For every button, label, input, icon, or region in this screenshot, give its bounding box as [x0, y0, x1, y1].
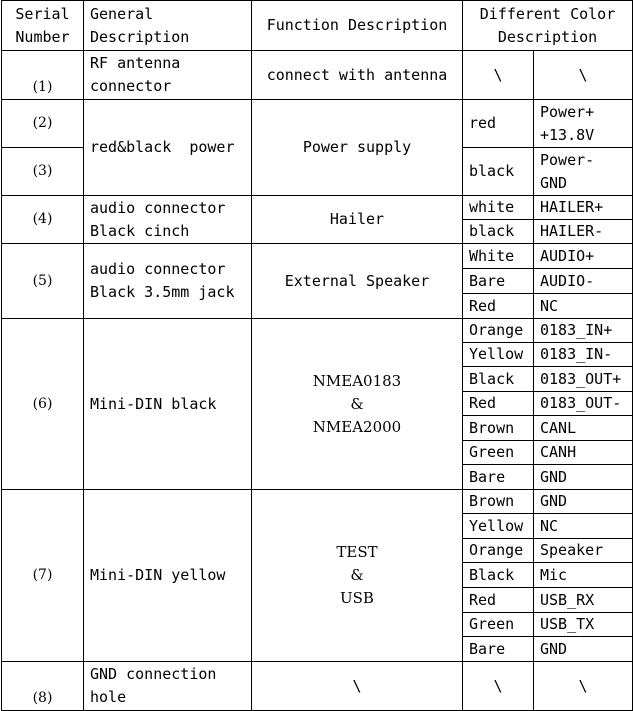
desc-cell: GND — [534, 637, 633, 662]
desc-cell: NC — [534, 514, 633, 539]
table-row — [2, 51, 633, 100]
desc-cell: CANL — [534, 416, 633, 441]
header-function: Function Description — [252, 1, 463, 51]
serial-cell: (5) — [2, 244, 84, 319]
color-cell: Bare — [463, 465, 534, 490]
function-line: & — [350, 566, 364, 584]
serial-cell: (7) — [2, 490, 84, 662]
color-cell: Yellow — [463, 343, 534, 367]
desc-cell: HAILER- — [534, 220, 633, 244]
color-cell: Green — [463, 441, 534, 465]
general-cell: audio connector Black 3.5mm jack — [84, 244, 252, 319]
desc-cell: Mic — [534, 563, 633, 588]
color-cell: \ — [463, 662, 534, 711]
color-cell: \ — [463, 51, 534, 100]
table-row — [2, 100, 633, 148]
general-cell: Mini-DIN yellow — [84, 490, 252, 662]
general-cell: RF antenna connector — [84, 51, 252, 100]
serial-cell: (8) — [2, 662, 84, 711]
color-cell: Red — [463, 294, 534, 319]
function-cell: External Speaker — [252, 244, 463, 319]
general-cell: Mini-DIN black — [84, 319, 252, 490]
desc-cell: 0183_IN- — [534, 343, 633, 367]
serial-cell: (3) — [2, 148, 84, 196]
desc-cell: HAILER+ — [534, 196, 633, 220]
color-cell: Red — [463, 392, 534, 416]
desc-cell: GND — [534, 490, 633, 514]
desc-cell: AUDIO- — [534, 269, 633, 294]
color-cell: White — [463, 244, 534, 269]
general-cell: GND connection hole — [84, 662, 252, 711]
serial-cell: (1) — [2, 51, 84, 100]
general-cell: red&black power — [84, 100, 252, 196]
desc-cell: \ — [534, 51, 633, 100]
desc-cell: \ — [534, 662, 633, 711]
color-cell: Bare — [463, 269, 534, 294]
connector-spec-table — [1, 0, 633, 711]
desc-cell: 0183_OUT- — [534, 392, 633, 416]
color-cell: white — [463, 196, 534, 220]
color-cell: Yellow — [463, 514, 534, 539]
color-cell: red — [463, 100, 534, 148]
serial-cell: (6) — [2, 319, 84, 490]
header-color: Different Color Description — [463, 1, 633, 51]
serial-cell: (4) — [2, 196, 84, 244]
color-cell: Black — [463, 563, 534, 588]
table-row — [2, 244, 633, 269]
general-cell: audio connector Black cinch — [84, 196, 252, 244]
header-serial: Serial Number — [2, 1, 84, 51]
function-cell: connect with antenna — [252, 51, 463, 100]
color-cell: Red — [463, 588, 534, 613]
table-row — [2, 319, 633, 343]
function-line: USB — [340, 589, 374, 607]
header-row — [2, 1, 633, 51]
color-cell: Orange — [463, 539, 534, 563]
desc-cell: USB_RX — [534, 588, 633, 613]
color-cell: Bare — [463, 637, 534, 662]
function-cell: Hailer — [252, 196, 463, 244]
desc-cell: Power- GND — [534, 148, 633, 196]
desc-cell: GND — [534, 465, 633, 490]
function-line: NMEA2000 — [312, 417, 402, 436]
color-cell: Orange — [463, 319, 534, 343]
table-row — [2, 196, 633, 220]
desc-cell: 0183_IN+ — [534, 319, 633, 343]
serial-cell: (2) — [2, 100, 84, 148]
function-line: NMEA0183 — [312, 371, 402, 390]
function-line: & — [350, 394, 364, 413]
color-cell: black — [463, 148, 534, 196]
table-row — [2, 662, 633, 711]
desc-cell: AUDIO+ — [534, 244, 633, 269]
function-cell — [252, 490, 463, 662]
function-cell — [252, 319, 463, 490]
table-row — [2, 490, 633, 514]
color-cell: Black — [463, 367, 534, 392]
color-cell: Brown — [463, 416, 534, 441]
desc-cell: Power+ +13.8V — [534, 100, 633, 148]
header-general: General Description — [84, 1, 252, 51]
color-cell: Green — [463, 613, 534, 637]
desc-cell: Speaker — [534, 539, 633, 563]
function-line: TEST — [336, 543, 378, 561]
desc-cell: CANH — [534, 441, 633, 465]
color-cell: black — [463, 220, 534, 244]
color-cell: Brown — [463, 490, 534, 514]
function-cell: \ — [252, 662, 463, 711]
function-cell: Power supply — [252, 100, 463, 196]
desc-cell: 0183_OUT+ — [534, 367, 633, 392]
desc-cell: NC — [534, 294, 633, 319]
desc-cell: USB_TX — [534, 613, 633, 637]
